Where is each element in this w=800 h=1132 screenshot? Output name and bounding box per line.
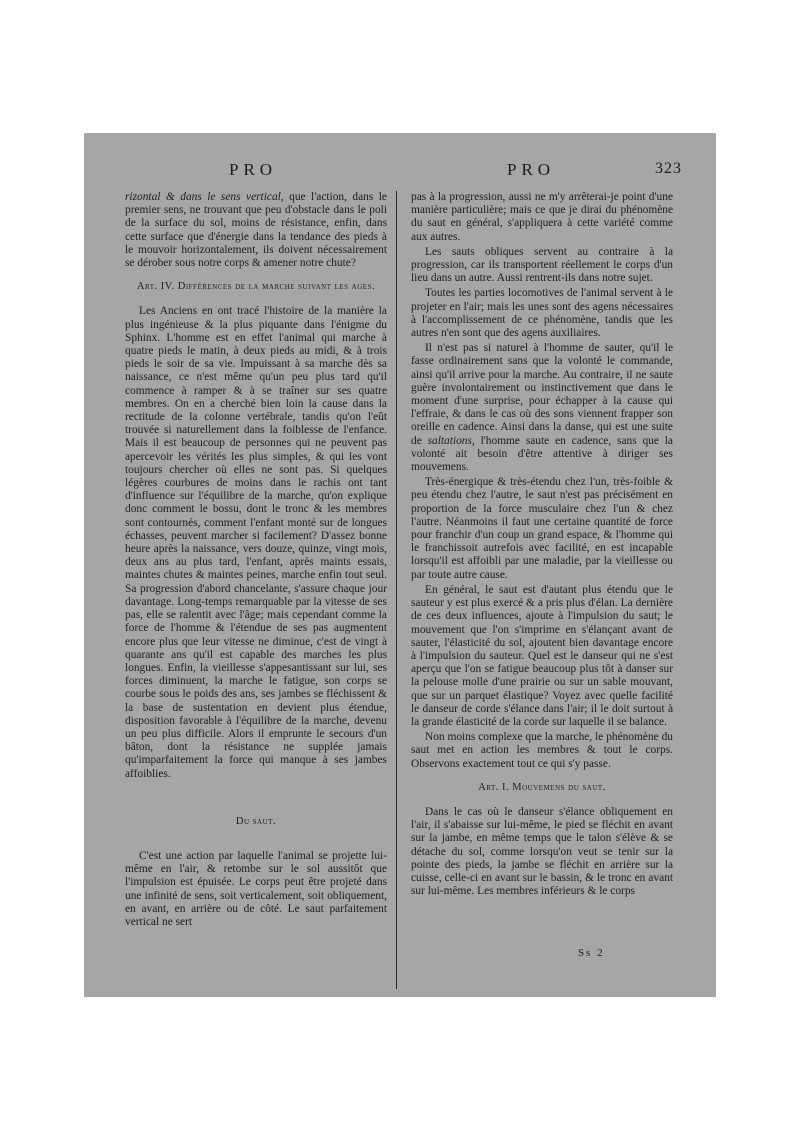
paragraph-text: que l'action, dans le premier sens, ne trouvant que peu d'obstacle dans le poli de la surface du sol, moins de résistance, enfin, dans cette surface que d'énergie dans la tendance des pieds à le mouvoir horizontalement, ils doivent nécessairement se dérober sous notre corps & amener notre chute?: [125, 191, 387, 270]
paragraph-energique: Très-énergique & très-étendu chez l'un, très-foible & peu étendu chez l'autre, le saut n'est pas précisément en proportion de la force musculaire chez l'un & chez l'autre. Néanmoins il faut une certaine quantité de force pour franchir d'un coup un grand espace, & l'homme qui le franchissoit autrefois avec facilité, en est incapable lorsqu'il est affoibli par une maladie, par la vieillesse ou par toute autre cause.: [411, 476, 673, 581]
column-rule: [396, 191, 397, 989]
running-head: [84, 160, 716, 184]
section-heading-saut: Du saut.: [235, 815, 277, 827]
paragraph-locomotives: Toutes les parties locomotives de l'animal servent à le projeter en l'air; mais les unes sont des agens nécessaires à l'accomplissement de ce phénomène, tandis que les autres n'en sont que des agens auxiliaires.: [411, 287, 673, 340]
paragraph-naturel: [411, 342, 673, 474]
section-heading-art4: Art. IV. Différences de la marche suivant les ages.: [136, 281, 376, 293]
paragraph-saut: C'est une action par laquelle l'animal se projette lui-même en l'air, & retombe sur le sol aussitôt que l'impulsion est épuisée. Le corps peut être projeté dans une infinité de sens, soit verticalement, soit obliquement, en avant, en arrière ou de côté. Le saut parfaitement vertical ne sert: [125, 849, 387, 928]
paragraph-text: Il n'est pas si naturel à l'homme de sauter, qu'il le fasse ordinairement sans que la volonté le commande, ainsi qu'il arrive pour la marche. Au contraire, il ne saute guère involontairement ou instinctivement que dans le moment d'une surprise, pour échapper à la cause qui l'effraie, & dans le cas où des sons viennent frapper son oreille en cadence. Ainsi dans la danse, qui est une suite de: [411, 342, 673, 447]
page-number: 323: [655, 160, 682, 177]
running-head-left: PRO: [229, 160, 278, 179]
paragraph-mouvemens: Dans le cas où le danseur s'élance obliquement en l'air, il s'abaisse sur lui-même, le pied se fléchit en avant sur la jambe, en même temps que le talon s'élève & se détache du sol, comme lorsqu'on veut se tenir sur la pointe des pieds, la jambe se fléchit en arrière sur la cuisse, celle-ci en avant sur le bassin, & le tronc en avant sur lui-même. Les membres inférieurs & le corps: [411, 805, 673, 898]
paragraph-continued-right: pas à la progression, aussi ne m'y arrêterai-je point d'une manière particulière; mais ce que je dirai du phénomène du saut en général, s'appliquera à cette variété comme aux autres.: [411, 191, 673, 243]
page-scan: [84, 133, 716, 997]
running-head-right: PRO: [507, 160, 556, 179]
paragraph-obliques: Les sauts obliques servent au contraire à la progression, car ils transportent réellement le corps d'un lieu dans un autre. Aussi rentrent-ils dans notre sujet.: [411, 245, 673, 285]
section-heading-art1: Art. I. Mouvemens du saut.: [478, 781, 606, 793]
italic-word: saltations,: [427, 434, 475, 447]
left-column: [125, 191, 387, 991]
paragraph-continued: [125, 191, 387, 270]
paragraph-complexe: Non moins complexe que la marche, le phénomène du saut met en action les membres & tout le corps. Observons exactement tout ce qui s'y passe.: [411, 731, 673, 770]
paragraph-text: l'homme saute en cadence, sans que la volonté ait besoin d'être attentive à diriger ses mouvemens.: [411, 434, 673, 474]
paragraph-general: En général, le saut est d'autant plus étendu que le sauteur y est plus exercé & a pris plus d'élan. La dernière de ces deux influences, ajoute à l'impulsion du saut; le mouvement que l'on s'imprime en s'élançant avant de sauter, l'élasticité du sol, ajoutent bien davantage encore à l'impulsion du sauteur. Quel est le danseur qui ne s'est aperçu que l'on se fatigue beaucoup plus tôt à danser sur la pelouse molle d'une prairie ou sur un sable mouvant, que sur un parquet élastique? Voyez avec quelle facilité le danseur de corde s'élance dans l'air; il le doit surtout à la grande élasticité de la corde sur laquelle il se balance.: [411, 583, 673, 728]
signature-mark: Ss 2: [578, 947, 605, 959]
italic-phrase: rizontal & dans le sens vertical,: [125, 191, 284, 203]
paragraph-ages: Les Anciens en ont tracé l'histoire de la manière la plus ingénieuse & la plus piquante dans l'énigme du Sphinx. L'homme est en effet l'animal qui marche à quatre pieds le matin, à deux pieds au midi, & à trois pieds le soir de sa vie. Impuissant à sa marche dès sa naissance, ce n'est même qu'un peu plus tard qu'il commence à ramper & à se traîner sur ses quatre membres. On en a cherché bien loin la cause dans la rectitude de la colonne vertébrale, tandis qu'on l'eût trouvée si naturellement dans la foiblesse de l'enfance. Mais il est beaucoup de personnes qui ne peuvent pas apercevoir les vérités les plus simples, & qui les vont toujours chercher où elles ne sont pas. Si quelques légères courbures de moins dans le rachis ont tant d'influence sur l'équilibre de la marche, qu'on explique donc comment le bossu, dont le tronc & les membres sont contournés, comment l'enfant monté sur de longues échasses, peuvent marcher si facilement? D'assez bonne heure après la naissance, vers douze, quinze, vingt mois, deux ans au plus tard, l'enfant, après maints essais, maintes chutes & maintes peines, marche enfin tout seul. Sa progression d'abord chancelante, s'assure chaque jour davantage. Long-temps remarquable par la vitesse de ses pas, elle se ralentit avec l'âge; mais cependant comme la force de l'homme & l'étendue de ses pas augmentent encore plus que leur vitesse ne diminue, c'est de vingt à quarante ans qu'il est capable des marches les plus longues. Enfin, la vieillesse s'appesantissant sur lui, ses forces diminuent, la marche le fatigue, son corps se courbe sous le poids des ans, ses jambes se fléchissent & la base de sustentation en devient plus étendue, disposition favorable à l'équilibre de la marche, devenu un peu plus difficile. Alors il emprunte le secours d'un bâton, dont la résistance ne supplée jamais qu'imparfaitement la force qui manque à ses jambes affoiblies.: [125, 305, 387, 780]
right-column: [411, 191, 673, 991]
